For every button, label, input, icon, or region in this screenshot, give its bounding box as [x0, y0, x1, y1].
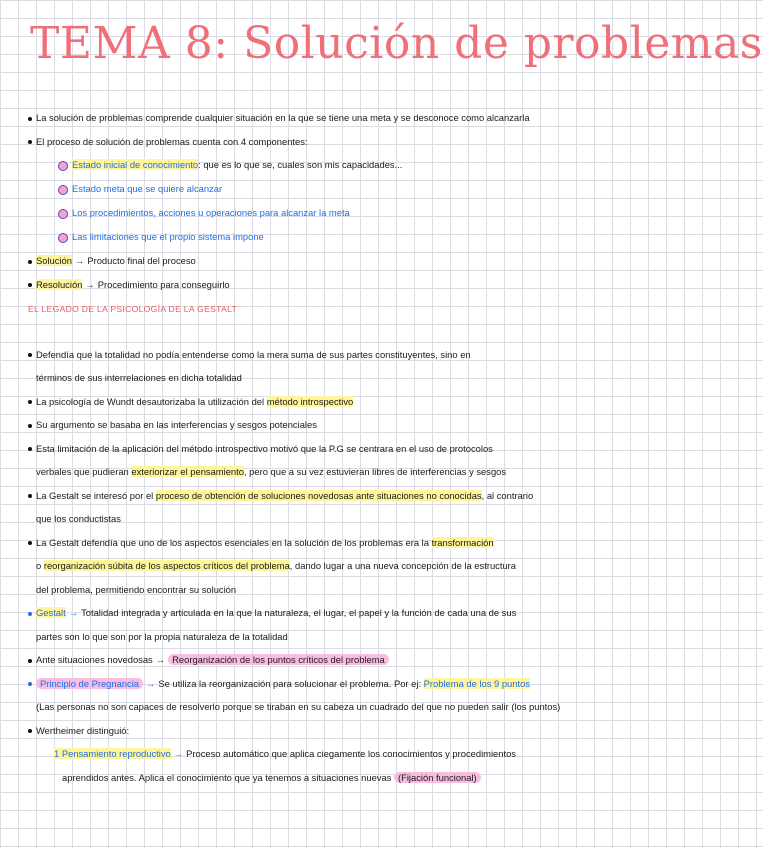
circle-marker-icon: [58, 233, 68, 243]
bullet-icon: [28, 424, 32, 428]
term: Resolución: [36, 278, 83, 290]
highlight-text: proceso de obtención de soluciones novedosas ante situaciones no conocidas: [155, 489, 482, 501]
bullet-icon: [28, 117, 32, 121]
note-text: Wertheimer distinguió:: [36, 724, 130, 736]
component-term: Estado inicial de conocimiento: [72, 159, 199, 170]
circle-marker-icon: [58, 161, 68, 171]
note-line-continued: [28, 560, 648, 571]
bullet-icon: [28, 659, 32, 663]
component-text: : que es lo que se, cuales son mis capacidades...: [198, 159, 403, 170]
note-text: Procedimiento para conseguirlo: [97, 278, 230, 290]
note-line-continued: [28, 372, 648, 383]
term: Principio de Pregnancia: [36, 678, 143, 689]
note-line: [28, 748, 648, 759]
note-line: [28, 607, 648, 618]
arrow-right-icon: →: [85, 278, 95, 290]
note-text: verbales que pudieran: [36, 466, 132, 478]
note-line: [28, 419, 648, 430]
note-text: que los conductistas: [36, 513, 121, 525]
note-line: [28, 725, 648, 736]
bullet-icon: [28, 283, 32, 287]
bullet-icon: [28, 682, 32, 686]
arrow-right-icon: →: [155, 654, 166, 666]
component-text: Los procedimientos, acciones u operaciones para alcanzar la meta: [72, 207, 350, 219]
note-text: La psicología de Wundt desautorizaba la utilización del: [36, 395, 267, 407]
bullet-icon: [28, 447, 32, 451]
note-text: términos de sus interrelaciones en dicha totalidad: [36, 372, 242, 384]
arrow-right-icon: →: [68, 607, 79, 619]
note-line: [28, 112, 648, 123]
note-line: [28, 537, 648, 548]
note-text: Proceso automático que aplica ciegamente los conocimientos y procedimientos: [186, 748, 516, 760]
note-text: aprendidos antes. Aplica el conocimiento que ya tenemos a situaciones nuevas: [62, 771, 394, 783]
note-text: Ante situaciones novedosas: [36, 654, 153, 666]
note-line-continued: [28, 584, 648, 595]
term: Gestalt: [36, 607, 66, 619]
term: Solución: [36, 255, 72, 267]
note-text: o: [36, 560, 44, 572]
page-title: TEMA 8: Solución de problemas: [30, 18, 763, 69]
note-text: partes son lo que son por la propia naturaleza de la totalidad: [36, 630, 288, 642]
note-line-continued: [28, 466, 648, 477]
note-text: Defendía que la totalidad no podía entenderse como la mera suma de sus partes constituyentes, sino en: [36, 348, 471, 360]
note-text: , pero que a su vez estuvieran libres de interferencias y sesgos: [243, 466, 507, 478]
highlight-text: método introspectivo: [266, 395, 354, 407]
circle-marker-icon: [58, 209, 68, 219]
note-line: [28, 678, 648, 689]
bullet-icon: [28, 400, 32, 404]
circle-marker-icon: [58, 185, 68, 195]
note-text: (Las personas no son capaces de resolverlo porque se tiraban en su cabeza un cuadrado del que no pueden salir (los puntos): [36, 701, 561, 713]
note-text: Se utiliza la reorganización para solucionar el problema. Por ej:: [158, 677, 424, 689]
notes-body: [28, 112, 648, 795]
note-line: [28, 255, 648, 266]
highlight-text: transformación: [431, 536, 494, 548]
note-text: del problema, permitiendo encontrar su solución: [36, 583, 237, 595]
note-line: [28, 654, 648, 665]
arrow-right-icon: →: [74, 255, 85, 267]
component-item: [28, 183, 648, 195]
bullet-icon: [28, 353, 32, 357]
note-text: La Gestalt se interesó por el: [36, 489, 156, 501]
note-text: El proceso de solución de problemas cuenta con 4 componentes:: [36, 135, 308, 147]
bullet-icon: [28, 494, 32, 498]
bullet-icon: [28, 140, 32, 144]
bullet-icon: [28, 612, 32, 616]
note-line-continued: [28, 772, 648, 783]
highlight-text: Problema de los 9 puntos: [423, 677, 530, 689]
note-text: La Gestalt defendía que uno de los aspectos esenciales en la solución de los problemas era la: [36, 536, 432, 548]
note-text: , al contrario: [481, 489, 534, 501]
component-item: [28, 159, 648, 171]
highlight-text: (Fijación funcional): [394, 772, 481, 783]
section-heading: EL LEGADO DE LA PSICOLOGÍA DE LA GESTALT: [28, 303, 238, 314]
note-line-continued: [28, 701, 648, 712]
arrow-right-icon: →: [173, 748, 184, 760]
note-line: [28, 136, 648, 147]
note-line: [28, 349, 648, 360]
note-text: , dando lugar a una nueva concepción de la estructura: [289, 560, 516, 572]
note-text: Totalidad integrada y articulada en la que la naturaleza, el lugar, el papel y la función de cada una de sus: [81, 607, 517, 619]
note-line: [28, 443, 648, 454]
component-text: Las limitaciones que el propio sistema impone: [72, 231, 264, 243]
component-item: [28, 207, 648, 219]
note-text: Producto final del proceso: [87, 255, 196, 267]
component-text: Estado meta que se quiere alcanzar: [72, 183, 223, 195]
note-line-continued: [28, 513, 648, 524]
note-line: [28, 279, 648, 290]
bullet-icon: [28, 541, 32, 545]
bullet-icon: [28, 729, 32, 733]
term: 1 Pensamiento reproductivo: [54, 748, 171, 760]
component-item: [28, 231, 648, 243]
arrow-right-icon: →: [146, 677, 156, 689]
highlight-text: exteriorizar el pensamiento: [131, 466, 244, 478]
highlight-text: reorganización súbita de los aspectos críticos del problema: [43, 560, 290, 572]
bullet-icon: [28, 260, 32, 264]
note-text: La solución de problemas comprende cualquier situación en la que se tiene una meta y se desconoce como alcanzarla: [36, 112, 530, 123]
note-text: Su argumento se basaba en las interferencias y sesgos potenciales: [36, 419, 317, 431]
note-line-continued: [28, 631, 648, 642]
note-line: [28, 490, 648, 501]
note-line: [28, 396, 648, 407]
note-text: Esta limitación de la aplicación del método introspectivo motivó que la P.G se centrara en el uso de protocolos: [36, 442, 493, 454]
highlight-text: Reorganización de los puntos críticos del problema: [168, 654, 389, 665]
